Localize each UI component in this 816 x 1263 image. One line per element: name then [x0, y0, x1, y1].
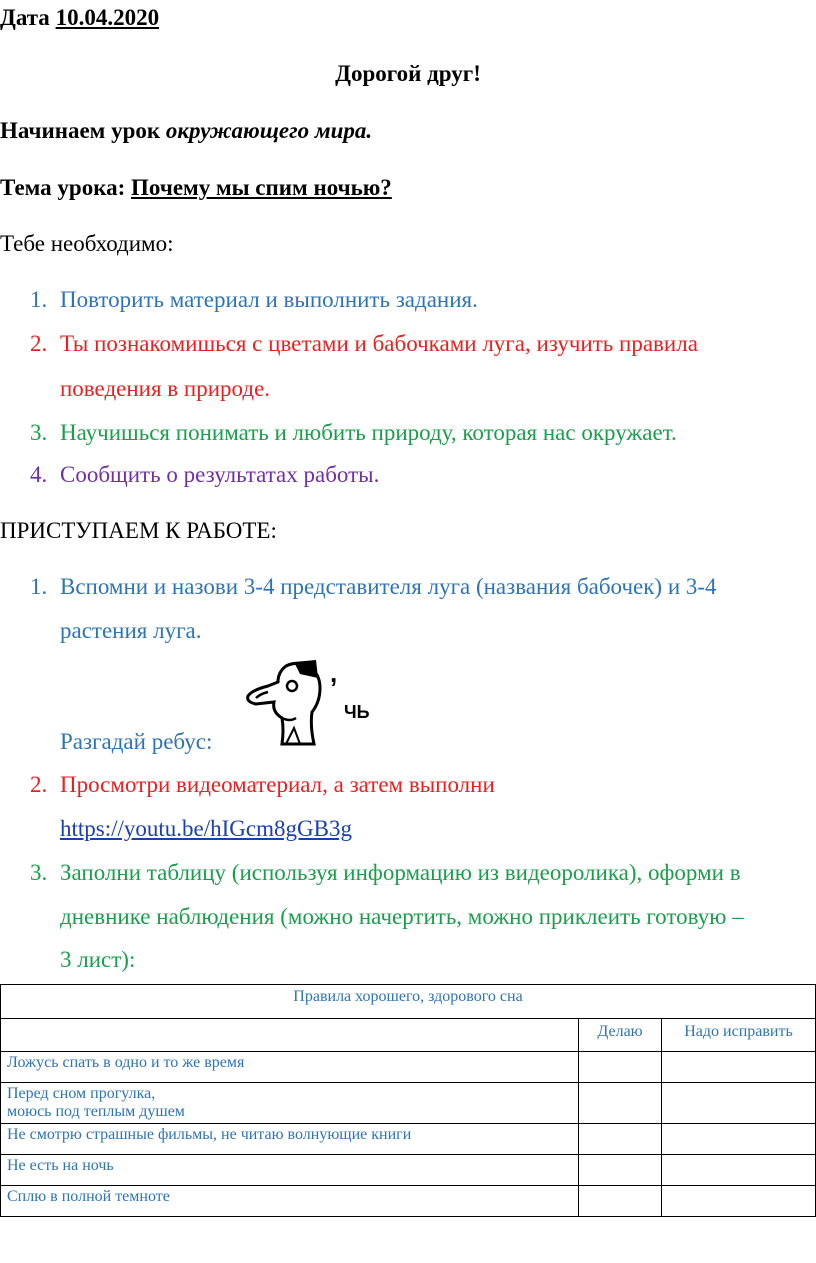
- fix-cell[interactable]: [662, 1052, 816, 1083]
- topic-line: [0, 174, 392, 202]
- fix-cell[interactable]: [662, 1083, 816, 1124]
- rule-cell: [1, 1083, 579, 1124]
- rule-cell: [1, 1124, 579, 1155]
- goal-number: 2.: [30, 331, 48, 356]
- task-text: дневнике наблюдения (можно начертить, можно приклеить готовую –: [60, 904, 744, 929]
- date-value: 10.04.2020: [55, 5, 160, 30]
- column-header: [1, 1019, 579, 1052]
- column-header: Делаю: [579, 1019, 662, 1052]
- rule-cell: [1, 1052, 579, 1083]
- do-cell[interactable]: [579, 1052, 662, 1083]
- need-label: Тебе необходимо:: [0, 231, 174, 256]
- table-row: [1, 1052, 816, 1083]
- goal-text: Научишься понимать и любить природу, которая нас окружает.: [60, 420, 677, 445]
- lesson-subject: окружающего мира.: [165, 118, 373, 143]
- task-text: Вспомни и назови 3-4 представителя луга (названия бабочек) и 3-4: [60, 574, 717, 599]
- goal-number: 3.: [30, 420, 48, 445]
- greeting: Дорогой друг!: [335, 61, 481, 86]
- do-cell[interactable]: [579, 1083, 662, 1124]
- rule-text: Сплю в полной темноте: [7, 1188, 170, 1205]
- rule-text: моюсь под теплым душем: [7, 1103, 185, 1120]
- goal-number: 1.: [30, 287, 48, 312]
- rule-cell: [1, 1155, 579, 1186]
- goal-text: Повторить материал и выполнить задания.: [60, 287, 478, 312]
- sleep-rules-table: [0, 984, 816, 1217]
- rule-cell: [1, 1186, 579, 1217]
- task-number: 1.: [30, 574, 48, 599]
- table-header-row: [1, 1019, 816, 1052]
- do-cell[interactable]: [579, 1124, 662, 1155]
- goal-text: Ты познакомишься с цветами и бабочками луга, изучить правила: [60, 331, 698, 356]
- goal-number: 4.: [30, 462, 48, 487]
- table-row: [1, 1083, 816, 1124]
- table-row: [1, 1124, 816, 1155]
- lesson-prefix: Начинаем урок: [0, 118, 161, 143]
- fix-cell[interactable]: [662, 1155, 816, 1186]
- lesson-line: [0, 117, 372, 145]
- topic-label: Тема урока:: [0, 175, 126, 200]
- task-number: 2.: [30, 772, 48, 797]
- rule-text: Не смотрю страшные фильмы, не читаю волнующие книги: [7, 1126, 412, 1143]
- date-line: [0, 4, 159, 32]
- do-cell[interactable]: [579, 1186, 662, 1217]
- work-heading: ПРИСТУПАЕМ К РАБОТЕ:: [0, 518, 277, 543]
- fix-cell[interactable]: [662, 1186, 816, 1217]
- table-title-row: [1, 985, 816, 1019]
- task-number: 3.: [30, 860, 48, 885]
- task-text: растения луга.: [60, 618, 202, 643]
- goal-text: Сообщить о результатах работы.: [60, 462, 380, 487]
- goal-text: поведения в природе.: [60, 376, 271, 401]
- table-row: [1, 1155, 816, 1186]
- table-row: [1, 1186, 816, 1217]
- rule-text: Ложусь спать в одно и то же время: [7, 1054, 245, 1071]
- rebus-letters: ЧЬ: [344, 702, 370, 722]
- column-header: Надо исправить: [662, 1019, 816, 1052]
- task-text: 3 лист):: [60, 947, 136, 972]
- rebus-image: [238, 656, 378, 752]
- task-text: Просмотри видеоматериал, а затем выполни: [60, 772, 495, 797]
- date-label: Дата: [0, 5, 50, 30]
- rebus-label: Разгадай ребус:: [60, 729, 213, 754]
- rebus-comma: ,: [330, 658, 338, 688]
- video-link[interactable]: https://youtu.be/hIGcm8gGB3g: [60, 816, 352, 841]
- fix-cell[interactable]: [662, 1124, 816, 1155]
- task-text: Заполни таблицу (используя информацию из видеоролика), оформи в: [60, 860, 741, 885]
- topic-value: Почему мы спим ночью?: [131, 175, 392, 200]
- rule-text: Не есть на ночь: [7, 1157, 114, 1174]
- table-title: Правила хорошего, здорового сна: [1, 985, 816, 1019]
- rule-text: Перед сном прогулка,: [7, 1085, 156, 1102]
- do-cell[interactable]: [579, 1155, 662, 1186]
